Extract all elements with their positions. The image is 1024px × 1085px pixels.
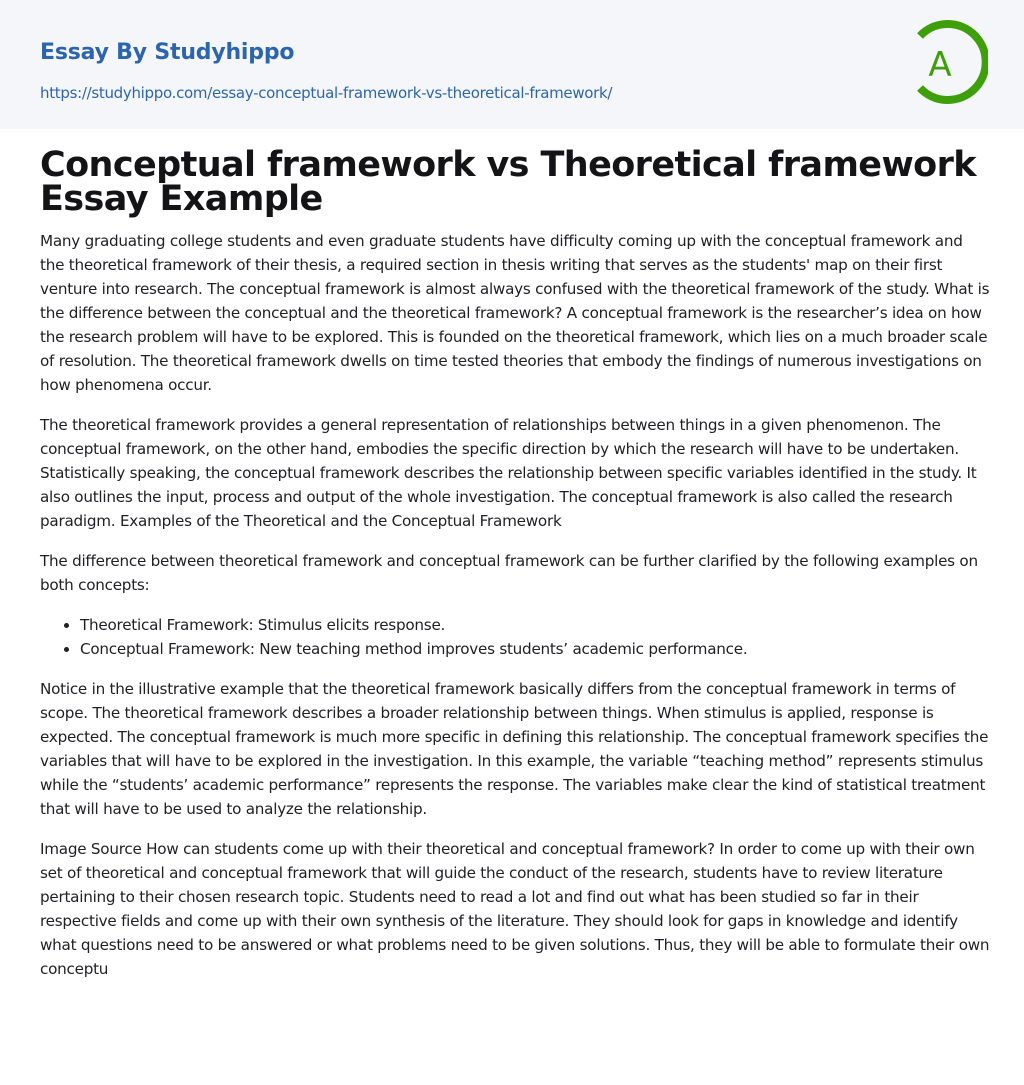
page-url-link[interactable]: https://studyhippo.com/essay-conceptual-framework-vs-theoretical-framework/ (40, 84, 613, 102)
paragraph: The difference between theoretical framework and conceptual framework can be further clarified by the following examples on both concepts: (40, 552, 978, 594)
paragraph: Image Source How can students come up with their theoretical and conceptual framework? In order to come up with their own set of theoretical and conceptual framework that will guide the conduct of the research, students have to review literature pertaining to their chosen research topic. Students need to read a lot and find out what has been studied so far in their respective fields and come up with their own synthesis of the literature. They should look for gaps in knowledge and identify what questions need to be answered or what problems need to be given solutions. Thus, they will be able to formulate their own conceptu (40, 840, 990, 978)
paragraph: Notice in the illustrative example that the theoretical framework basically differs from the conceptual framework in terms of scope. The theoretical framework describes a broader relationship between things. When stimulus is applied, response is expected. The conceptual framework is much more specific in defining this relationship. The conceptual framework specifies the variables that will have to be explored in the investigation. In this example, the variable “teaching method” represents stimulus while the “students’ academic performance” represents the response. The variables make clear the kind of statistical treatment that will have to be used to analyze the relationship. (40, 680, 989, 818)
site-brand[interactable]: Essay By Studyhippo (40, 40, 295, 65)
essay-body (40, 229, 990, 997)
site-logo[interactable] (912, 18, 988, 106)
paragraph: Many graduating college students and even graduate students have difficulty coming up with the conceptual framework and the theoretical framework of their thesis, a required section in thesis writing that serves as the students' map on their first venture into research. The conceptual framework is almost always confused with the theoretical framework of the study. What is the difference between the conceptual and the theoretical framework? A conceptual framework is the researcher’s idea on how the research problem will have to be explored. This is founded on the theoretical framework, which lies on a much broader scale of resolution. The theoretical framework dwells on time tested theories that embody the findings of numerous investigations on how phenomena occur. (40, 232, 990, 394)
logo-ring-icon (912, 18, 988, 106)
list-item: • Conceptual Framework: New teaching method improves students’ academic performance. (80, 637, 990, 661)
page-title: Conceptual framework vs Theoretical framework Essay Example (40, 145, 976, 219)
list-item: • Theoretical Framework: Stimulus elicits response. (80, 613, 990, 637)
site-header (0, 0, 1024, 129)
paragraph: The theoretical framework provides a general representation of relationships between things in a given phenomenon. The conceptual framework, on the other hand, embodies the specific direction by which the research will have to be undertaken. Statistically speaking, the conceptual framework describes the relationship between specific variables identified in the study. It also outlines the input, process and output of the whole investigation. The conceptual framework is also called the research paradigm. Examples of the Theoretical and the Conceptual Framework (40, 416, 977, 530)
examples-list (40, 613, 990, 661)
logo-letter: A (928, 45, 952, 85)
